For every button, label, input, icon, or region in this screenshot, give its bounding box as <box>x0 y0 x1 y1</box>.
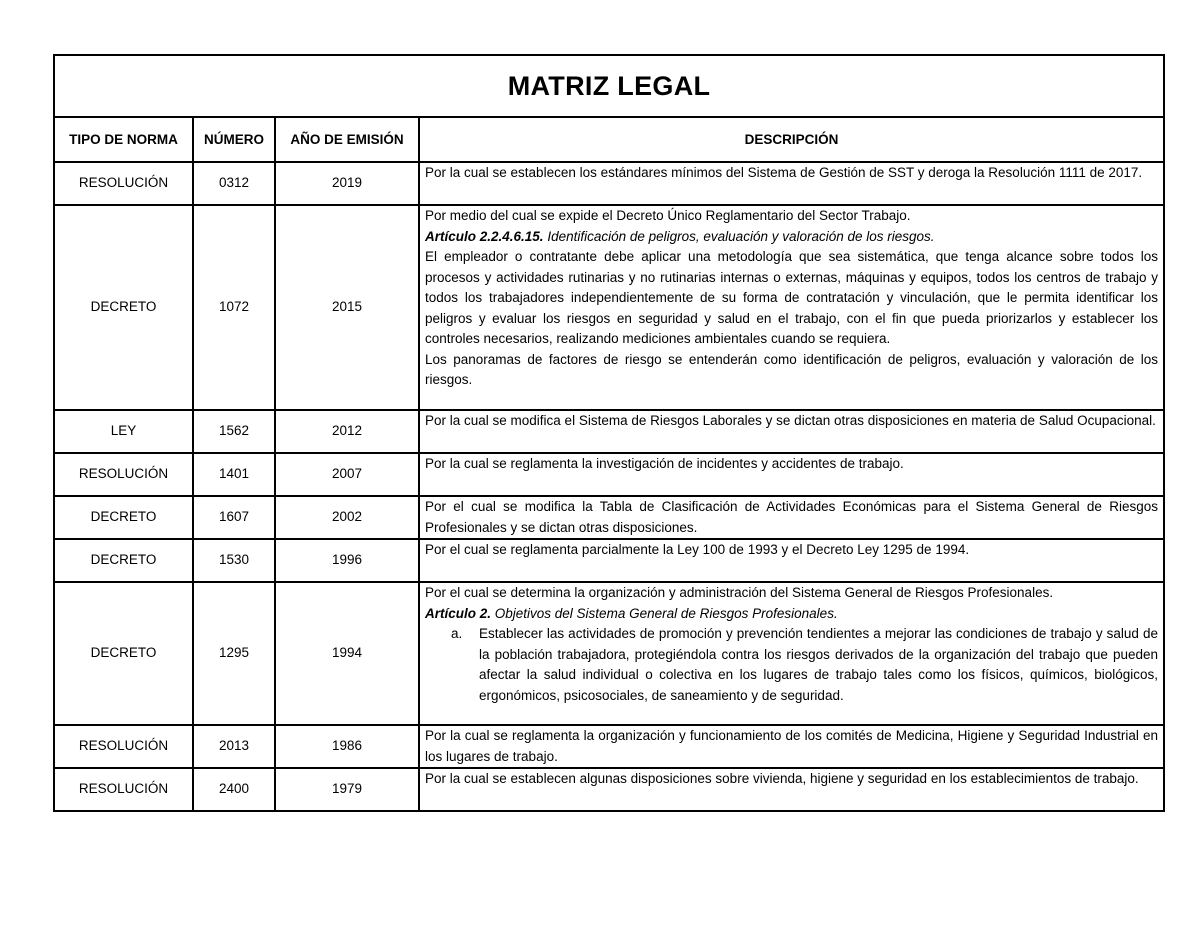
table-row <box>54 162 1164 205</box>
title-row <box>54 55 1164 117</box>
header-numero: NÚMERO <box>193 117 275 162</box>
desc-paragraph: Los panoramas de factores de riesgo se entenderán como identificación de peligros, evaluación y valoración de los riesgos. <box>425 351 1159 387</box>
article-heading <box>425 604 1158 625</box>
article-heading <box>425 227 1158 248</box>
cell-descripcion <box>419 205 1164 410</box>
cell-numero: 2013 <box>193 725 275 768</box>
cell-descripcion: Por la cual se establecen los estándares mínimos del Sistema de Gestión de SST y deroga la Resolución 1111 de 2017. <box>419 162 1164 205</box>
list-item-text: Establecer las actividades de promoción y prevención tendientes a mejorar las condiciones de trabajo y salud de la población trabajadora, protegiéndola contra los riesgos derivados de la organización del trabajo que pueden afectar la salud individual o colectiva en los lugares de trabajo tales como los físicos, químicos, biológicos, ergonómicos, psicosociales, de saneamiento y de seguridad. <box>479 626 1159 703</box>
cell-tipo: RESOLUCIÓN <box>54 725 193 768</box>
cell-anio: 2015 <box>275 205 419 410</box>
cell-numero: 0312 <box>193 162 275 205</box>
cell-descripcion: Por la cual se establecen algunas disposiciones sobre vivienda, higiene y seguridad en los establecimientos de trabajo. <box>419 768 1164 811</box>
header-row <box>54 117 1164 162</box>
cell-descripcion: Por la cual se modifica el Sistema de Riesgos Laborales y se dictan otras disposiciones en materia de Salud Ocupacional. <box>419 410 1164 453</box>
table-row <box>54 539 1164 582</box>
cell-descripcion: Por el cual se modifica la Tabla de Clasificación de Actividades Económicas para el Sistema General de Riesgos Profesionales y se dictan otras disposiciones. <box>419 496 1164 539</box>
cell-tipo: RESOLUCIÓN <box>54 162 193 205</box>
desc-intro: Por el cual se determina la organización y administración del Sistema General de Riesgos Profesionales. <box>425 585 1054 600</box>
table-row <box>54 410 1164 453</box>
legal-matrix-table <box>53 54 1165 812</box>
cell-descripcion: Por la cual se reglamenta la organización y funcionamiento de los comités de Medicina, Higiene y Seguridad Industrial en los lugares de trabajo. <box>419 725 1164 768</box>
cell-anio: 1979 <box>275 768 419 811</box>
document-title: MATRIZ LEGAL <box>54 55 1164 117</box>
header-tipo: TIPO DE NORMA <box>54 117 193 162</box>
desc-intro: Por medio del cual se expide el Decreto Único Reglamentario del Sector Trabajo. <box>425 208 911 223</box>
list-item <box>425 624 1158 706</box>
header-anio: AÑO DE EMISIÓN <box>275 117 419 162</box>
article-number: Artículo 2.2.4.6.15. <box>425 228 544 244</box>
cell-tipo: RESOLUCIÓN <box>54 768 193 811</box>
cell-anio: 2002 <box>275 496 419 539</box>
article-title: Objetivos del Sistema General de Riesgos Profesionales. <box>491 605 838 621</box>
cell-descripcion: Por la cual se reglamenta la investigación de incidentes y accidentes de trabajo. <box>419 453 1164 496</box>
table-row <box>54 582 1164 725</box>
header-descripcion: DESCRIPCIÓN <box>419 117 1164 162</box>
cell-anio: 1994 <box>275 582 419 725</box>
cell-anio: 2007 <box>275 453 419 496</box>
article-title: Identificación de peligros, evaluación y valoración de los riesgos. <box>543 228 935 244</box>
cell-descripcion: Por el cual se reglamenta parcialmente la Ley 100 de 1993 y el Decreto Ley 1295 de 1994. <box>419 539 1164 582</box>
cell-numero: 1072 <box>193 205 275 410</box>
table-row <box>54 496 1164 539</box>
cell-numero: 2400 <box>193 768 275 811</box>
cell-anio: 2019 <box>275 162 419 205</box>
cell-tipo: LEY <box>54 410 193 453</box>
cell-numero: 1607 <box>193 496 275 539</box>
cell-numero: 1295 <box>193 582 275 725</box>
list-marker: a. <box>451 626 463 641</box>
cell-tipo: DECRETO <box>54 496 193 539</box>
cell-numero: 1401 <box>193 453 275 496</box>
cell-anio: 1986 <box>275 725 419 768</box>
cell-anio: 1996 <box>275 539 419 582</box>
cell-tipo: RESOLUCIÓN <box>54 453 193 496</box>
cell-numero: 1530 <box>193 539 275 582</box>
table-row <box>54 205 1164 410</box>
cell-tipo: DECRETO <box>54 539 193 582</box>
document-page <box>53 54 1163 812</box>
cell-descripcion <box>419 582 1164 725</box>
cell-tipo: DECRETO <box>54 205 193 410</box>
table-row <box>54 453 1164 496</box>
cell-numero: 1562 <box>193 410 275 453</box>
cell-tipo: DECRETO <box>54 582 193 725</box>
cell-anio: 2012 <box>275 410 419 453</box>
article-number: Artículo 2. <box>425 605 492 621</box>
desc-paragraph: El empleador o contratante debe aplicar una metodología que sea sistemática, que tenga alcance sobre todos los procesos y actividades rutinarias y no rutinarias internas o externas, máquinas y equipos, todos los centros de trabajo y todos los trabajadores independientemente de su forma de contratación y vinculación, que le permita identificar los peligros y evaluar los riesgos en seguridad y salud en el trabajo, con el fin que pueda priorizarlos y establecer los controles necesarios, realizando mediciones ambientales cuando se requiera. <box>425 249 1159 346</box>
table-row <box>54 725 1164 768</box>
table-row <box>54 768 1164 811</box>
